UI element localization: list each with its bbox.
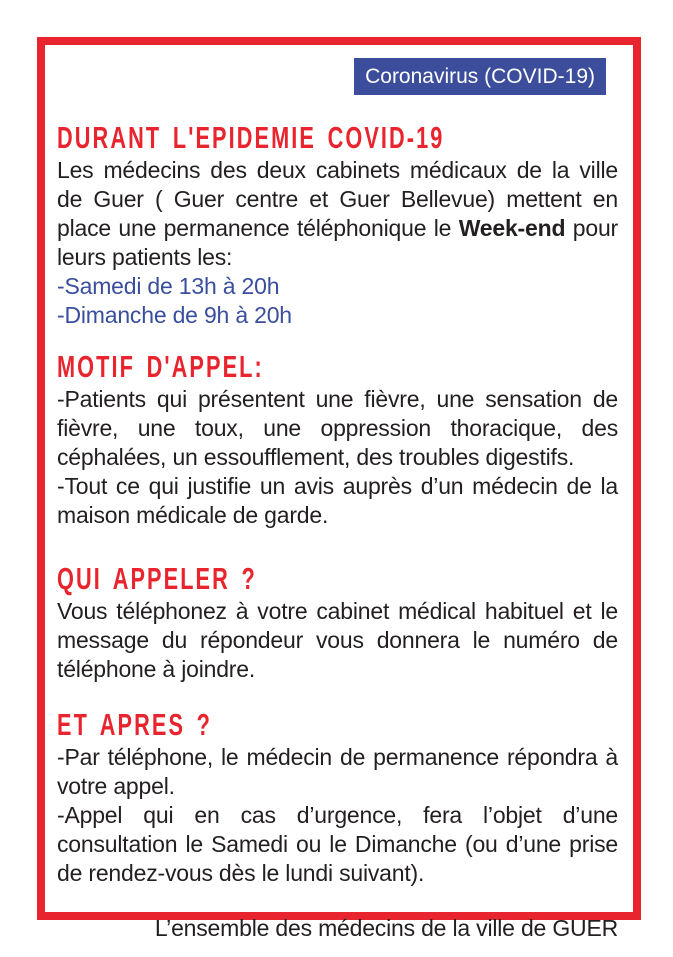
et-apres-heading: ET APRES ?: [57, 707, 213, 742]
qui-appeler-paragraph: Vous téléphonez à votre cabinet médical habituel et le message du répondeur vous donnera le numéro de téléphone à joindre.: [57, 598, 618, 682]
paragraph-text-before: Les médecins des deux cabinets médicaux de la ville de Guer ( Guer centre et Guer Bellevue) mettent en place une permanence téléphonique le: [57, 157, 618, 241]
schedule-sunday: -Dimanche de 9h à 20h: [57, 302, 292, 328]
schedule-saturday: -Samedi de 13h à 20h: [57, 273, 280, 299]
section-durant-epidemie: [57, 120, 620, 330]
apres-item-consultation: -Appel qui en cas d’urgence, fera l’objet d’une consultation le Samedi ou le Dimanche (ou d’une prise de rendez-vous dès le lundi suivant).: [57, 802, 618, 886]
durant-epidemie-heading: DURANT L'EPIDEMIE COVID-19: [57, 120, 445, 155]
motif-item-symptoms: -Patients qui présentent une fièvre, une sensation de fièvre, une toux, une oppression thoracique, des céphalées, un essoufflement, des troubles digestifs.: [57, 386, 618, 470]
covid-notice-poster: [37, 37, 641, 941]
paragraph-text-after: pour leurs patients les:: [57, 215, 618, 270]
section-et-apres: [57, 707, 620, 888]
qui-appeler-heading: QUI APPELER ?: [57, 561, 257, 596]
motif-appel-heading: MOTIF D'APPEL:: [57, 349, 264, 384]
apres-item-phone-answer: -Par téléphone, le médecin de permanence répondra à votre appel.: [57, 744, 618, 799]
durant-epidemie-paragraph: [57, 156, 620, 272]
signature: L’ensemble des médecins de la ville de GUER: [154, 915, 618, 941]
badge-row: [57, 58, 620, 95]
motif-item-advice: -Tout ce qui justifie un avis auprès d’un médecin de la maison médicale de garde.: [57, 473, 618, 528]
coronavirus-badge: Coronavirus (COVID-19): [354, 58, 606, 95]
section-qui-appeler: [57, 561, 620, 684]
weekend-bold-text: Week-end: [458, 215, 566, 241]
section-motif-appel: [57, 349, 620, 530]
